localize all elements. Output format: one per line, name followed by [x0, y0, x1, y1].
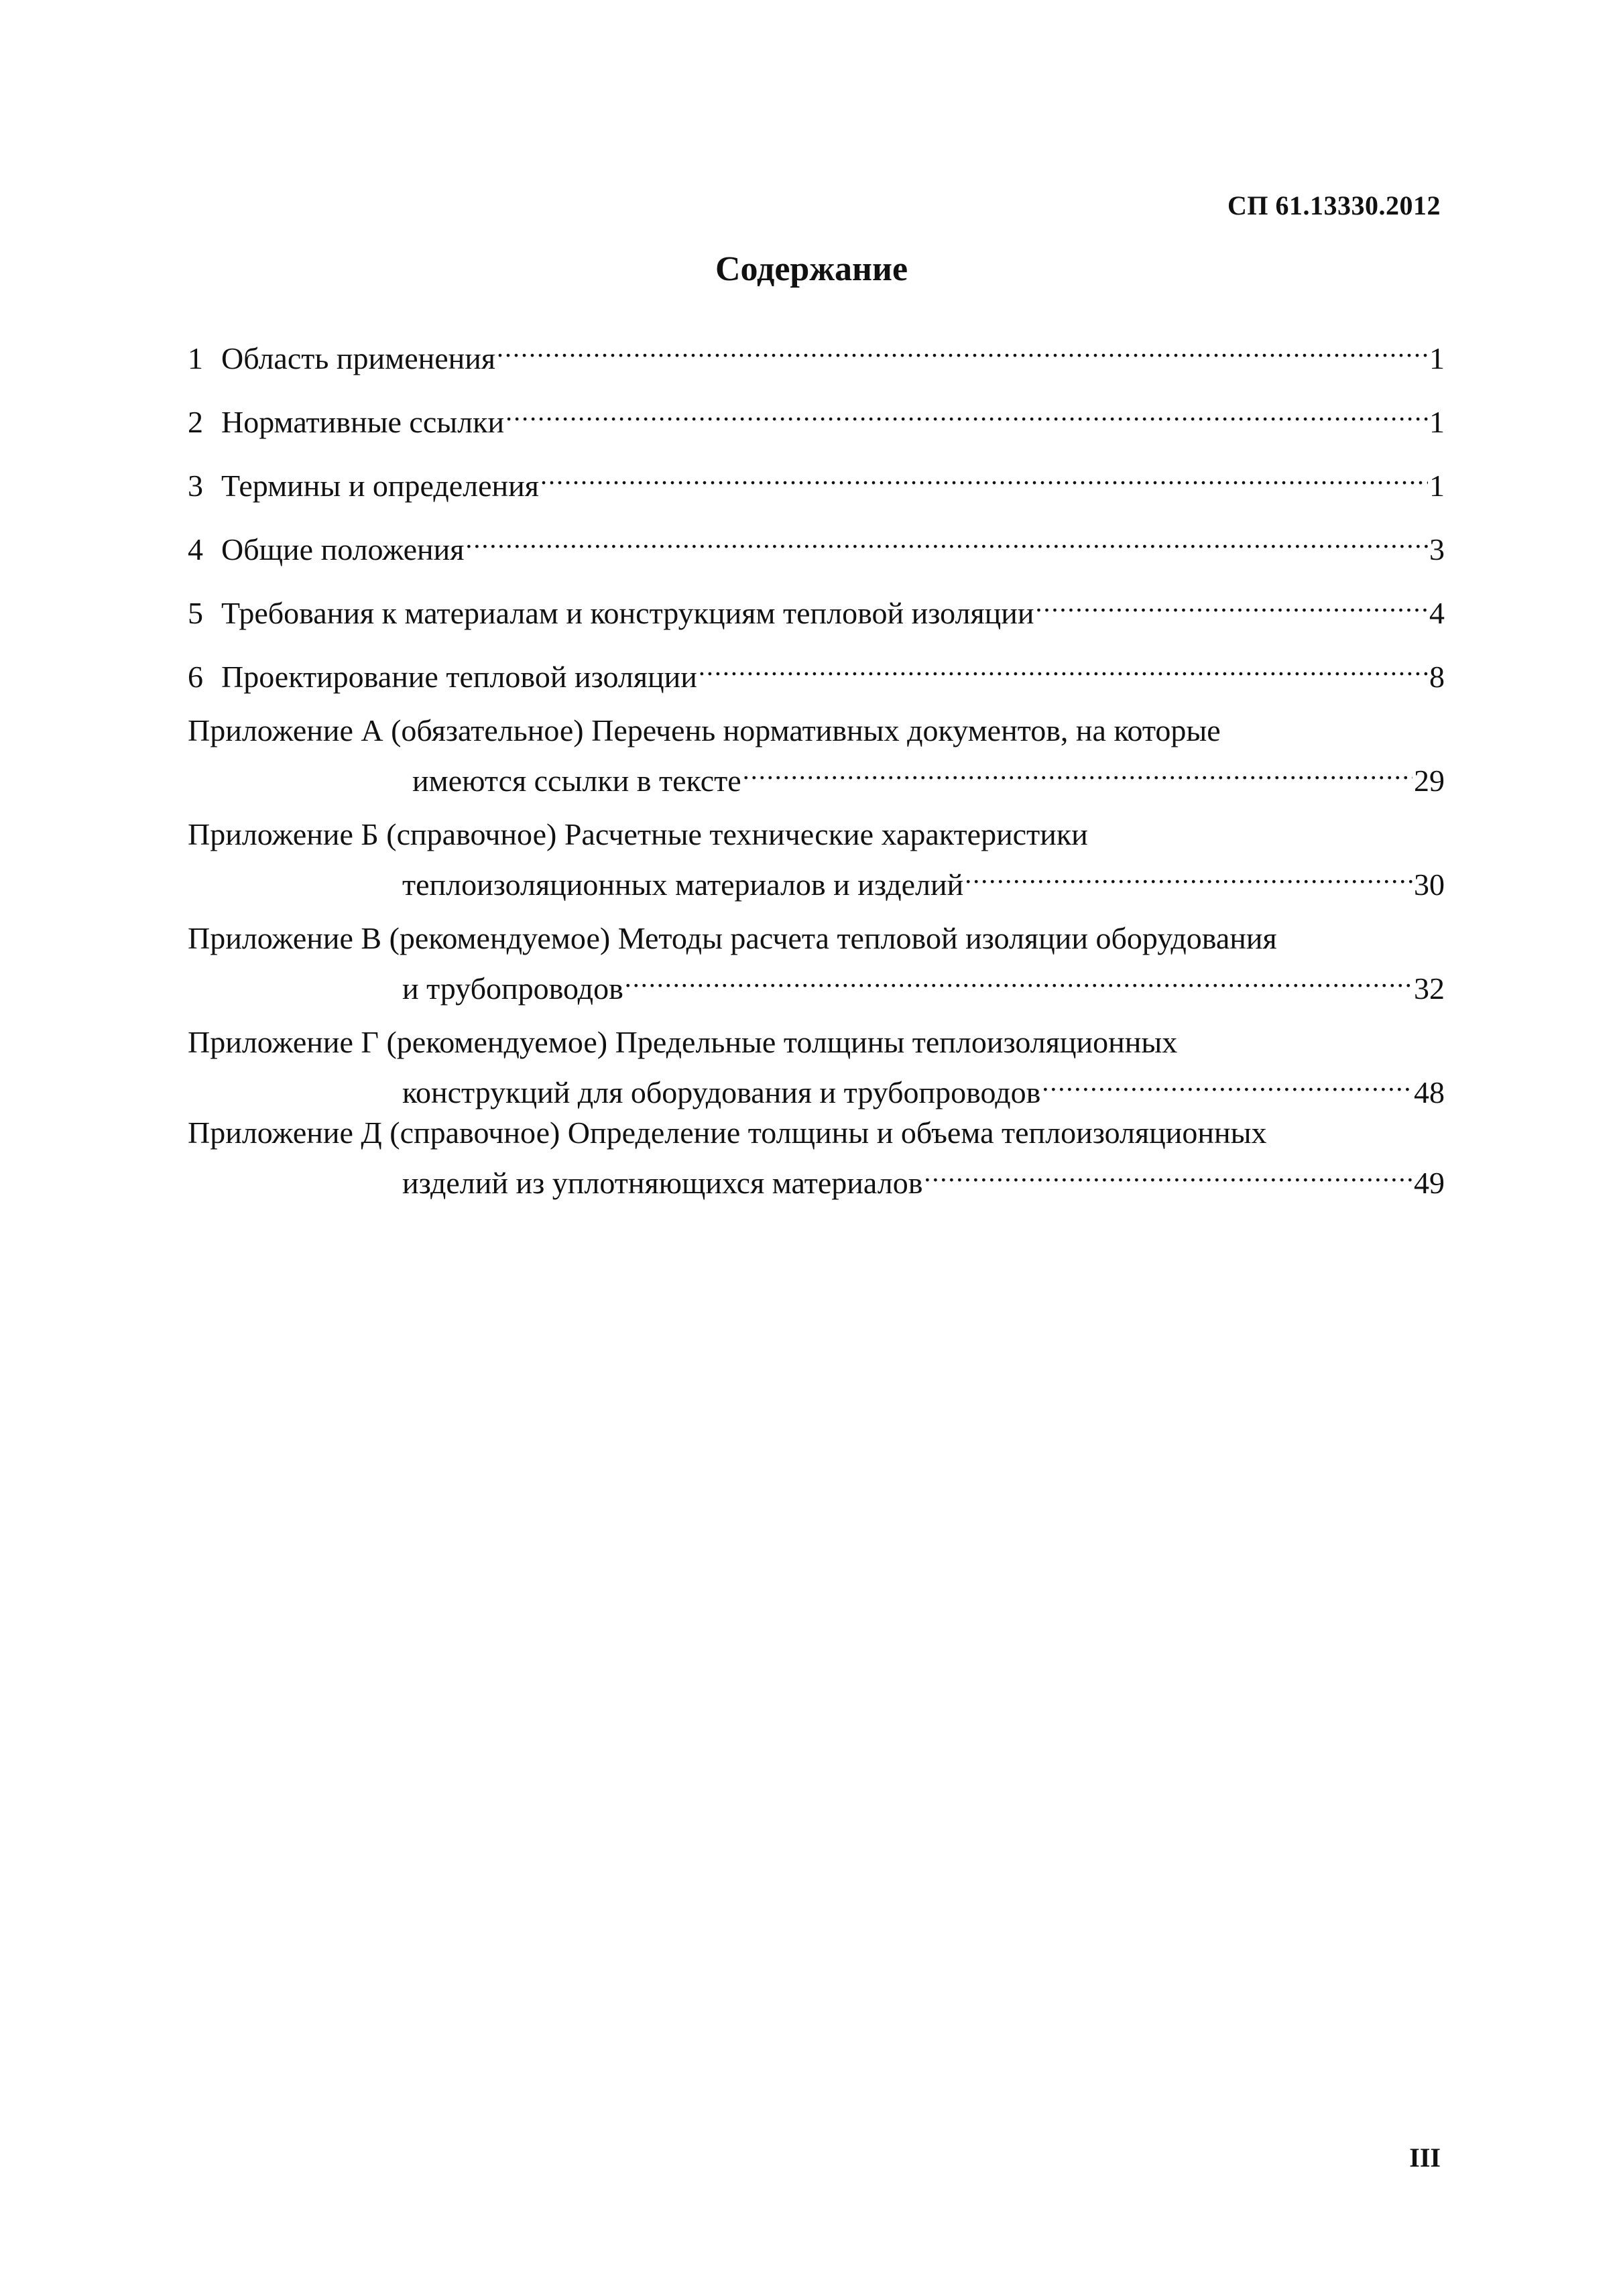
page-title: Содержание — [715, 250, 908, 288]
toc-appendix-a[interactable] — [188, 711, 1445, 801]
toc-page-number: 29 — [1414, 764, 1445, 798]
toc-section-number: 6 — [188, 660, 203, 694]
toc-section-2[interactable] — [188, 392, 1445, 442]
dot-leader — [743, 751, 1412, 791]
toc-section-title: Общие положения — [221, 532, 465, 566]
appendix-title-cont: имеются ссылки в тексте — [412, 764, 741, 798]
appendix-continuation — [188, 855, 1445, 905]
appendix-title-cont: изделий из уплотняющихся материалов — [402, 1166, 923, 1200]
appendix-title-line: Приложение Б (справочное) Расчетные технические характеристики — [188, 817, 1088, 851]
dot-leader — [505, 392, 1428, 432]
toc-page-number: 1 — [1429, 405, 1445, 439]
toc-section-4[interactable] — [188, 520, 1445, 570]
dot-leader — [540, 456, 1428, 496]
dot-leader — [1042, 1063, 1412, 1103]
appendix-title-cont: конструкций для оборудования и трубопроводов — [402, 1075, 1041, 1109]
toc-page-number: 4 — [1429, 596, 1445, 630]
appendix-continuation — [188, 751, 1445, 801]
toc-section-title: Требования к материалам и конструкциям тепловой изоляции — [221, 596, 1034, 630]
toc-page-number: 48 — [1414, 1075, 1445, 1109]
dot-leader — [465, 520, 1428, 560]
toc-page-number: 30 — [1414, 867, 1445, 902]
toc-section-number: 5 — [188, 596, 203, 630]
toc-page-number: 49 — [1414, 1166, 1445, 1200]
dot-leader — [699, 647, 1428, 687]
toc-section-title: Нормативные ссылки — [221, 405, 505, 439]
appendix-title-line: Приложение Д (справочное) Определение толщины и объема теплоизоляционных — [188, 1115, 1267, 1150]
toc-section-5[interactable] — [188, 583, 1445, 633]
toc-section-number: 1 — [188, 341, 203, 375]
toc-appendix-b[interactable] — [188, 814, 1445, 905]
toc-appendix-g[interactable] — [188, 1022, 1445, 1113]
dot-leader — [965, 855, 1412, 895]
toc-section-1[interactable] — [188, 328, 1445, 379]
toc-page-number: 3 — [1429, 532, 1445, 566]
appendix-continuation — [188, 1063, 1445, 1113]
toc-section-title: Проектирование тепловой изоляции — [221, 660, 697, 694]
appendix-title-line: Приложение В (рекомендуемое) Методы расчета тепловой изоляции оборудования — [188, 921, 1277, 955]
appendix-continuation — [188, 959, 1445, 1009]
dot-leader — [924, 1153, 1412, 1193]
toc-appendix-d[interactable] — [188, 1113, 1445, 1203]
dot-leader — [625, 959, 1412, 999]
dot-leader — [1035, 583, 1428, 623]
document-code: СП 61.13330.2012 — [1227, 190, 1441, 221]
appendix-title-cont: и трубопроводов — [402, 971, 623, 1006]
toc-section-number: 4 — [188, 532, 203, 566]
toc-page-number: 1 — [1429, 341, 1445, 375]
toc-section-number: 2 — [188, 405, 203, 439]
toc-page-number: 1 — [1429, 469, 1445, 503]
toc-section-number: 3 — [188, 469, 203, 503]
toc-page-number: 32 — [1414, 971, 1445, 1006]
toc-section-title: Область применения — [221, 341, 496, 375]
toc-section-title: Термины и определения — [221, 469, 539, 503]
toc-appendix-v[interactable] — [188, 918, 1445, 1009]
toc-section-3[interactable] — [188, 456, 1445, 506]
appendix-continuation — [188, 1153, 1445, 1203]
appendix-title-line: Приложение А (обязательное) Перечень нормативных документов, на которые — [188, 713, 1221, 747]
dot-leader — [497, 328, 1428, 369]
table-of-contents — [188, 328, 1445, 1217]
toc-section-6[interactable] — [188, 647, 1445, 697]
page-number: III — [1409, 2142, 1441, 2173]
appendix-title-line: Приложение Г (рекомендуемое) Предельные толщины теплоизоляционных — [188, 1025, 1178, 1059]
toc-page-number: 8 — [1429, 660, 1445, 694]
appendix-title-cont: теплоизоляционных материалов и изделий — [402, 867, 964, 902]
